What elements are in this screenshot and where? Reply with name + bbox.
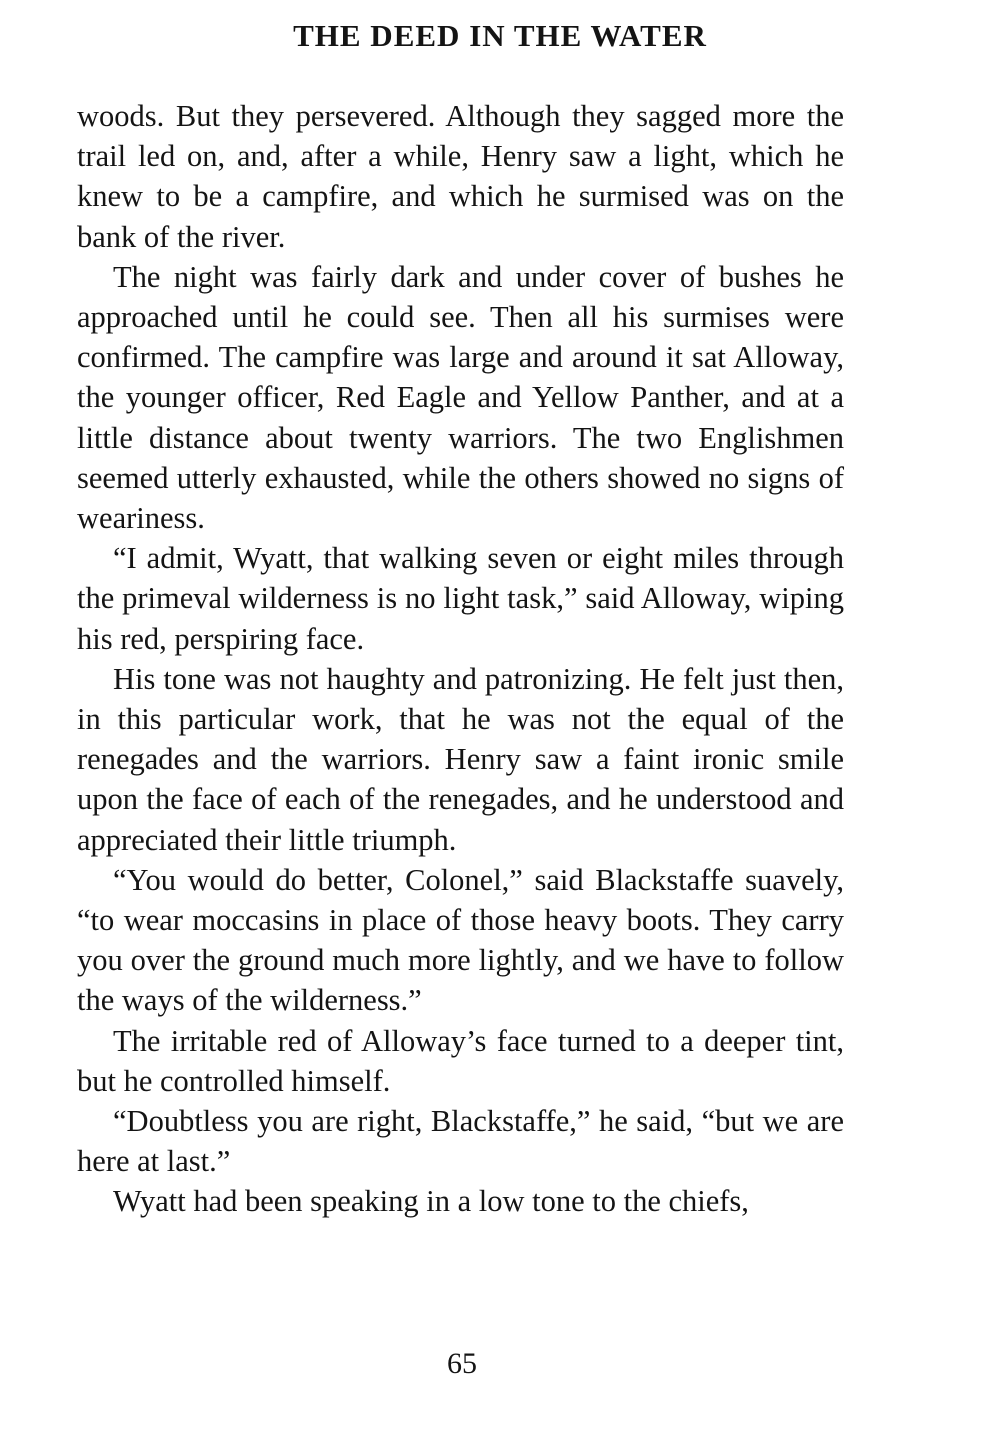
paragraph: “You would do better, Colonel,” said Blackstaffe suavely, “to wear moccasins in place of those heavy boots. They carry you over the ground much more lightly, and we have to follow the ways of the wilderness.” <box>77 862 844 1018</box>
paragraph: “I admit, Wyatt, that walking seven or eight miles through the primeval wilderness is no light task,” said Alloway, wiping his red, perspiring face. <box>77 541 844 656</box>
paragraph: His tone was not haughty and patronizing. He felt just then, in this particular work, that he was not the equal of the renegades and the warriors. Henry saw a faint ironic smile upon the face of each of the renegades, and he understood and appreciated their little triumph. <box>77 661 844 857</box>
page-number: 65 <box>447 1347 477 1380</box>
paragraph: The irritable red of Alloway’s face turned to a deeper tint, but he controlled himself. <box>77 1023 844 1098</box>
body-text <box>77 96 844 1222</box>
paragraph: Wyatt had been speaking in a low tone to the chiefs, <box>113 1184 749 1219</box>
running-title: THE DEED IN THE WATER <box>293 18 707 53</box>
paragraph: woods. But they persevered. Although they sagged more the trail led on, and, after a while, Henry saw a light, which he knew to be a campfire, and which he surmised was on the bank of the river. <box>77 99 844 254</box>
paragraph: “Doubtless you are right, Blackstaffe,” he said, “but we are here at last.” <box>77 1104 844 1179</box>
paragraph: The night was fairly dark and under cover of bushes he approached until he could see. Then all his surmises were confirmed. The campfire was large and around it sat Alloway, the younger officer, Red Eagle and Yellow Panther, and at a little distance about twenty warriors. The two Englishmen seemed utterly exhausted, while the others showed no signs of weariness. <box>77 259 844 536</box>
